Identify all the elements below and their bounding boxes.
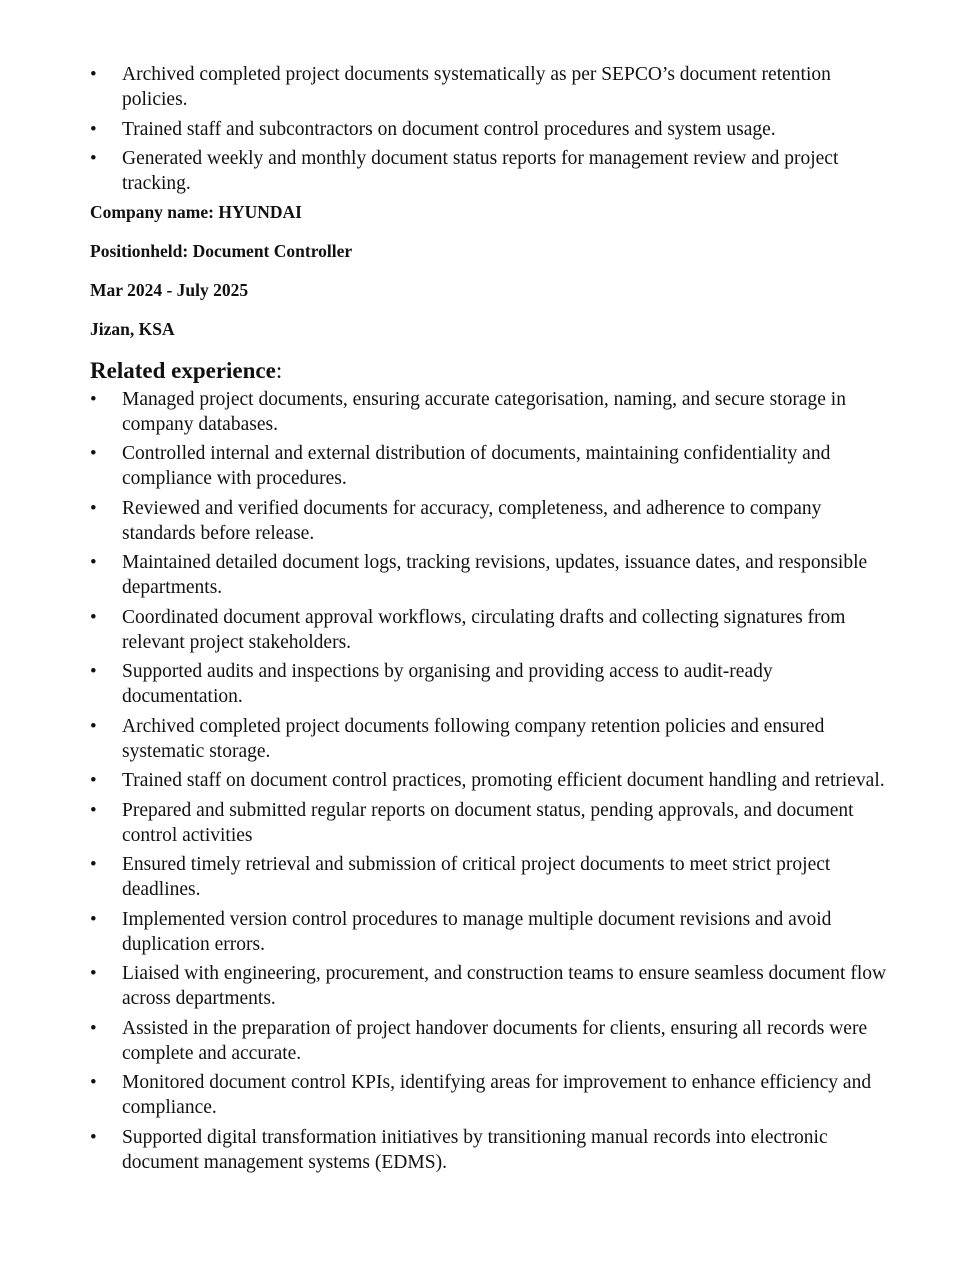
- bullet-text: Controlled internal and external distribution of documents, maintaining confidentiality and compliance with procedures.: [122, 443, 831, 489]
- list-item: [90, 1125, 893, 1175]
- bullet-marker: •: [90, 715, 97, 737]
- bullet-text: Trained staff and subcontractors on document control procedures and system usage.: [122, 118, 776, 140]
- previous-role-bullet-list: [90, 62, 893, 196]
- bullet-text: Supported digital transformation initiatives by transitioning manual records into electronic document management systems (EDMS).: [122, 1126, 828, 1173]
- bullet-text: Archived completed project documents systematically as per SEPCO’s document retention policies.: [122, 64, 831, 110]
- bullet-marker: •: [90, 854, 97, 875]
- list-item: [90, 798, 893, 848]
- related-experience-heading: [90, 357, 893, 385]
- bullet-text: Ensured timely retrieval and submission of critical project documents to meet strict project deadlines.: [122, 854, 831, 900]
- bullet-text: Liaised with engineering, procurement, and construction teams to ensure seamless document flow across departments.: [122, 963, 887, 1009]
- bullet-marker: •: [90, 497, 97, 519]
- bullet-text: Prepared and submitted regular reports on document status, pending approvals, and document control activities: [122, 799, 854, 846]
- bullet-text: Implemented version control procedures to manage multiple document revisions and avoid duplication errors.: [122, 908, 832, 955]
- employment-dates: Mar 2024 - July 2025: [90, 279, 249, 300]
- list-item: [90, 117, 893, 142]
- related-experience-heading-text: Related experience: [90, 357, 276, 383]
- list-item: [90, 768, 893, 793]
- bullet-marker: •: [90, 770, 97, 791]
- bullet-text: Monitored document control KPIs, identifying areas for improvement to enhance efficiency and compliance.: [122, 1072, 872, 1118]
- list-item: [90, 441, 893, 491]
- bullet-marker: •: [90, 1017, 97, 1039]
- bullet-marker: •: [90, 963, 97, 984]
- list-item: [90, 496, 893, 546]
- list-item: [90, 907, 893, 957]
- bullet-marker: •: [90, 64, 97, 85]
- related-experience-bullet-list: [90, 387, 893, 1175]
- position-held: Positionheld: Document Controller: [90, 240, 353, 261]
- bullet-text: Reviewed and verified documents for accuracy, completeness, and adherence to company standards before release.: [122, 497, 822, 544]
- bullet-marker: •: [90, 908, 97, 930]
- list-item: [90, 1070, 893, 1120]
- bullet-marker: •: [90, 552, 97, 573]
- bullet-marker: •: [90, 388, 97, 410]
- related-experience-heading-colon: :: [275, 357, 283, 383]
- list-item: [90, 62, 893, 112]
- list-item: [90, 550, 893, 600]
- bullet-marker: •: [90, 1126, 97, 1148]
- list-item: [90, 146, 893, 196]
- list-item: [90, 961, 893, 1011]
- bullet-marker: •: [90, 799, 97, 821]
- bullet-text: Maintained detailed document logs, tracking revisions, updates, issuance dates, and responsible departments.: [122, 552, 868, 598]
- list-item: [90, 714, 893, 764]
- company-name: Company name: HYUNDAI: [90, 201, 302, 222]
- bullet-marker: •: [90, 443, 97, 464]
- list-item: [90, 852, 893, 902]
- list-item: [90, 387, 893, 437]
- job-location: Jizan, KSA: [90, 318, 175, 339]
- bullet-marker: •: [90, 1072, 97, 1093]
- bullet-text: Archived completed project documents following company retention policies and ensured systematic storage.: [122, 715, 825, 762]
- bullet-marker: •: [90, 661, 97, 682]
- bullet-text: Coordinated document approval workflows, circulating drafts and collecting signatures from relevant project stakeholders.: [122, 606, 846, 653]
- list-item: [90, 659, 893, 709]
- bullet-text: Supported audits and inspections by organising and providing access to audit-ready documentation.: [122, 661, 773, 707]
- bullet-marker: •: [90, 148, 97, 169]
- bullet-text: Assisted in the preparation of project handover documents for clients, ensuring all records were complete and accurate.: [122, 1017, 868, 1064]
- list-item: [90, 605, 893, 655]
- list-item: [90, 1016, 893, 1066]
- bullet-marker: •: [90, 606, 97, 628]
- bullet-text: Trained staff on document control practices, promoting efficient document handling and retrieval.: [122, 770, 885, 791]
- bullet-text: Managed project documents, ensuring accurate categorisation, naming, and secure storage in company databases.: [122, 388, 846, 435]
- bullet-marker: •: [90, 118, 97, 140]
- bullet-text: Generated weekly and monthly document status reports for management review and project tracking.: [122, 148, 839, 194]
